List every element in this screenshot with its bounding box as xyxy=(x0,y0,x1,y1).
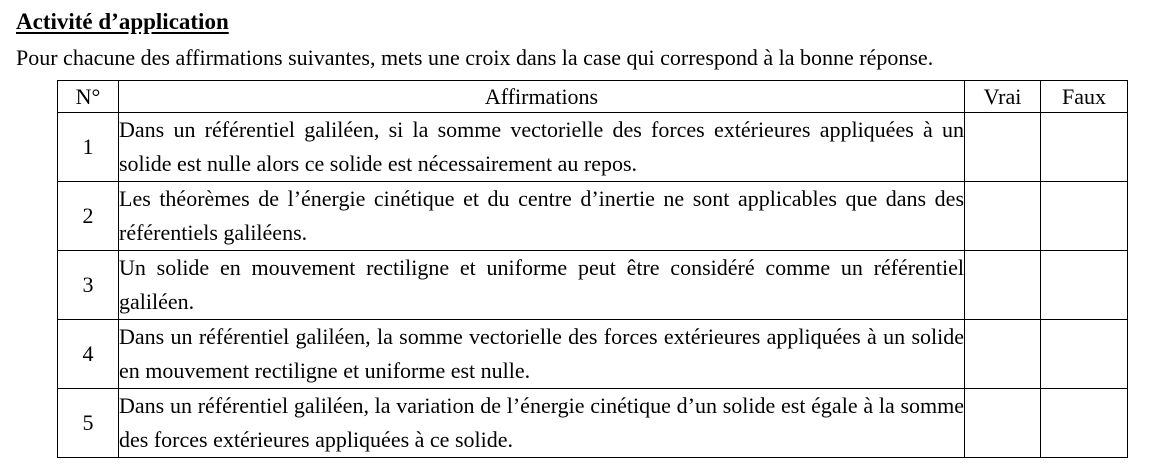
false-checkbox-cell[interactable] xyxy=(1041,389,1128,458)
row-statement: Les théorèmes de l’énergie cinétique et du centre d’inertie ne sont applicables que dans des référentiels galiléens. xyxy=(119,182,965,251)
row-statement: Dans un référentiel galiléen, la somme vectorielle des forces extérieures appliquées à un solide en mouvement rectiligne et uniforme est nulle. xyxy=(119,320,965,389)
table-row xyxy=(58,113,1128,182)
false-checkbox-cell[interactable] xyxy=(1041,251,1128,320)
activity-title: Activité d’application xyxy=(16,9,229,34)
table-header-row xyxy=(58,81,1128,113)
table-row xyxy=(58,182,1128,251)
false-checkbox-cell[interactable] xyxy=(1041,320,1128,389)
instruction-text: Pour chacune des affirmations suivantes, mets une croix dans la case qui correspond à la bonne réponse. xyxy=(16,45,934,70)
false-checkbox-cell[interactable] xyxy=(1041,182,1128,251)
row-number: 1 xyxy=(58,113,119,182)
true-checkbox-cell[interactable] xyxy=(965,113,1041,182)
row-number: 4 xyxy=(58,320,119,389)
row-number: 2 xyxy=(58,182,119,251)
row-statement: Un solide en mouvement rectiligne et uniforme peut être considéré comme un référentiel galiléen. xyxy=(119,251,965,320)
false-checkbox-cell[interactable] xyxy=(1041,113,1128,182)
true-checkbox-cell[interactable] xyxy=(965,182,1041,251)
true-checkbox-cell[interactable] xyxy=(965,320,1041,389)
table-row xyxy=(58,320,1128,389)
row-number: 3 xyxy=(58,251,119,320)
header-statements: Affirmations xyxy=(119,81,965,113)
true-checkbox-cell[interactable] xyxy=(965,389,1041,458)
row-statement: Dans un référentiel galiléen, si la somme vectorielle des forces extérieures appliquées à un solide est nulle alors ce solide est nécessairement au repos. xyxy=(119,113,965,182)
row-statement: Dans un référentiel galiléen, la variation de l’énergie cinétique d’un solide est égale à la somme des forces extérieures appliquées à ce solide. xyxy=(119,389,965,458)
table-row xyxy=(58,389,1128,458)
table-row xyxy=(58,251,1128,320)
true-checkbox-cell[interactable] xyxy=(965,251,1041,320)
header-number: N° xyxy=(58,81,119,113)
row-number: 5 xyxy=(58,389,119,458)
header-true: Vrai xyxy=(965,81,1041,113)
true-false-table xyxy=(57,80,1128,458)
header-false: Faux xyxy=(1041,81,1128,113)
